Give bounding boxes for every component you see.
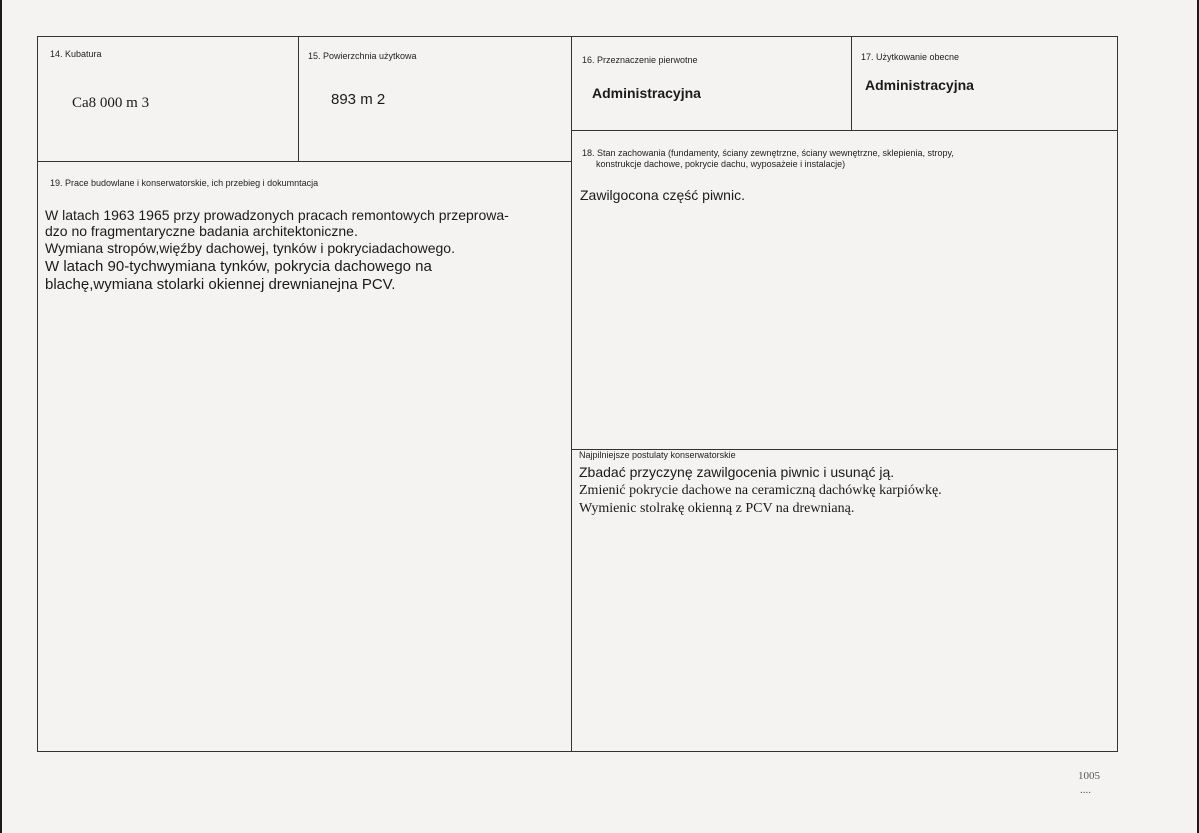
field-prace-budowlane bbox=[37, 161, 572, 752]
field-postulaty-label: Najpilniejsze postulaty konserwatorskie bbox=[579, 450, 736, 460]
field-kubatura-label: 14. Kubatura bbox=[50, 49, 102, 59]
field-powierzchnia-label: 15. Powierzchnia użytkowa bbox=[308, 51, 417, 61]
page-edge-left bbox=[0, 0, 2, 833]
field-stan-label-line1: 18. Stan zachowania (fundamenty, ściany zewnętrzne, ściany wewnętrzne, sklepienia, stropy, bbox=[582, 148, 954, 158]
field-prace-line3: Wymiana stropów,więźby dachowej, tynków i pokryciadachowego. bbox=[45, 240, 455, 256]
field-powierzchnia-value: 893 m 2 bbox=[331, 91, 386, 108]
field-prace-line4: W latach 90-tychwymiana tynków, pokrycia dachowego na bbox=[45, 258, 432, 275]
field-prace-label: 19. Prace budowlane i konserwatorskie, ich przebieg i dokumntacja bbox=[50, 178, 319, 188]
field-kubatura-value: Ca8 000 m 3 bbox=[72, 95, 150, 111]
field-postulaty-line2: Zmienić pokrycie dachowe na ceramiczną dachówkę karpiówkę. bbox=[579, 483, 942, 498]
field-uzytkowanie-value: Administracyjna bbox=[865, 77, 974, 93]
field-przeznaczenie-label: 16. Przeznaczenie pierwotne bbox=[582, 55, 698, 65]
field-powierzchnia bbox=[298, 36, 572, 162]
field-stan-label-line2: konstrukcje dachowe, pokrycie dachu, wyposażeie i instalacje) bbox=[596, 159, 846, 169]
field-przeznaczenie-value: Administracyjna bbox=[592, 85, 701, 101]
field-postulaty-line3: Wymienic stolrakę okienną z PCV na drewnianą. bbox=[579, 501, 855, 516]
field-stan-value: Zawilgocona część piwnic. bbox=[580, 187, 745, 203]
field-prace-line2: dzo no fragmentaryczne badania architektoniczne. bbox=[45, 223, 358, 239]
field-uzytkowanie bbox=[851, 36, 1118, 131]
corner-page-number: 1005 bbox=[1078, 770, 1100, 782]
field-kubatura bbox=[37, 36, 299, 162]
field-stan-zachowania bbox=[571, 130, 1118, 450]
field-uzytkowanie-label: 17. Użytkowanie obecne bbox=[861, 52, 960, 62]
field-postulaty bbox=[571, 449, 1118, 752]
field-prace-line1: W latach 1963 1965 przy prowadzonych pracach remontowych przeprowa- bbox=[45, 207, 509, 223]
field-postulaty-line1: Zbadać przyczynę zawilgocenia piwnic i usunąć ją. bbox=[579, 464, 895, 480]
field-przeznaczenie bbox=[571, 36, 852, 131]
corner-page-note: .... bbox=[1080, 784, 1091, 796]
field-prace-line5: blachę,wymiana stolarki okiennej drewnianejna PCV. bbox=[45, 276, 396, 293]
